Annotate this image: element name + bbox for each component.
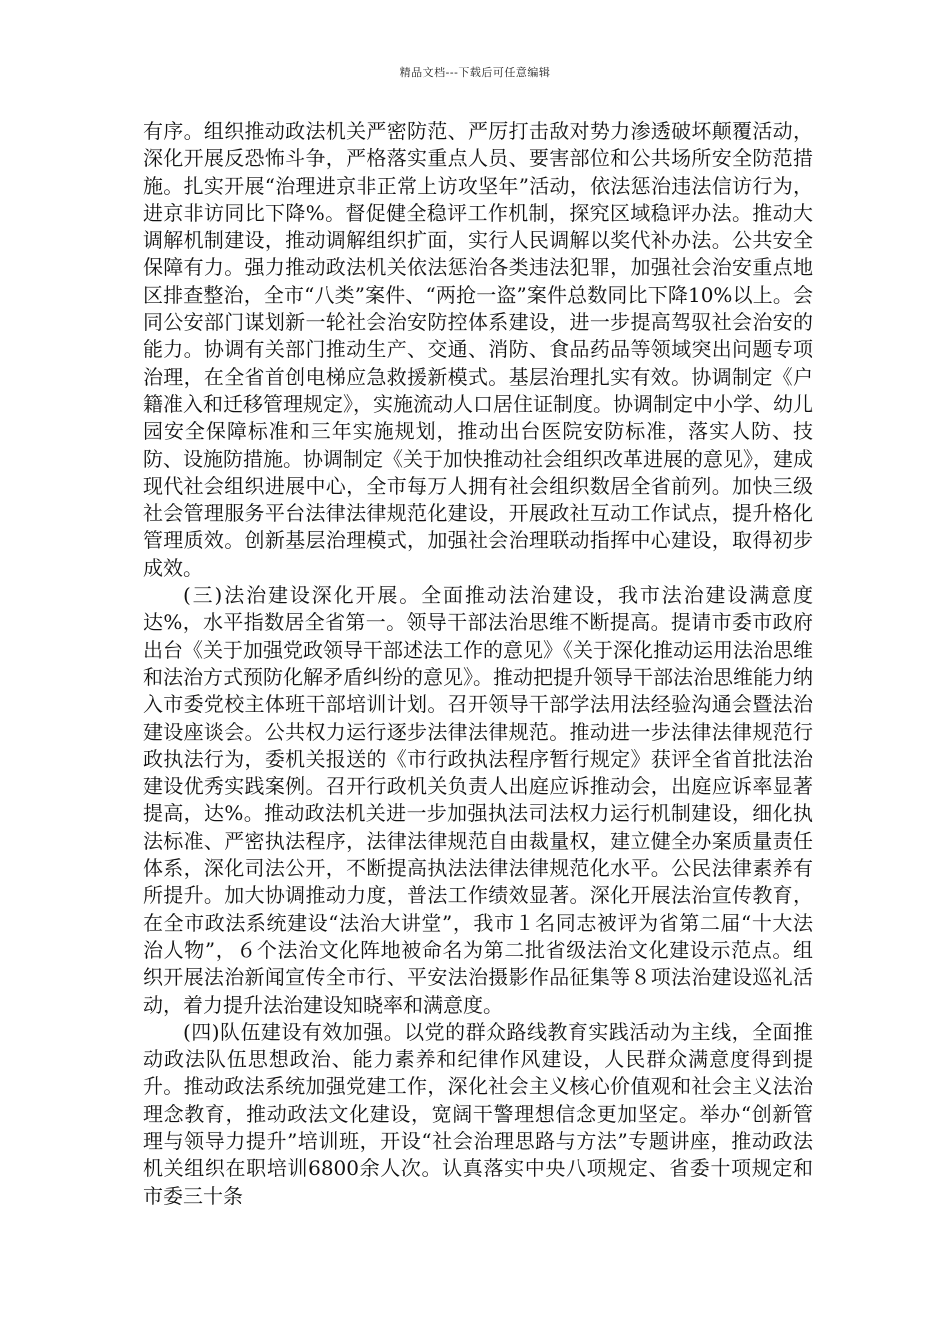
paragraph-team-building: (四)队伍建设有效加强。以党的群众路线教育实践活动为主线，全面推动政法队伍思想政治、能力素养和纪律作风建设，人民群众满意度得到提升。推动政法系统加强党建工作，深化社会主义核心价值观和社会主义法治理念教育，推动政法文化建设，宽阔干警理想信念更加坚定。举办“创新管理与领导力提升”培训班，开设“社会治理思路与方法”专题讲座，推动政法机关组织在职培训6800余人次。认真落实中央八项规定、省委十项规定和市委三十条 xyxy=(143,1019,813,1208)
document-body xyxy=(143,118,813,1210)
paragraph-rule-of-law: (三)法治建设深化开展。全面推动法治建设，我市法治建设满意度达%，水平指数居全省第一。领导干部法治思维不断提高。提请市委市政府出台《关于加强党政领导干部述法工作的意见》《关于深化推动运用法治思维和法治方式预防化解矛盾纠纷的意见》。推动把提升领导干部法治思维能力纳入市委党校主体班干部培训计划。召开领导干部学法用法经验沟通会暨法治建设座谈会。公共权力运行逐步法律法律规范。推动进一步法律法律规范行政执法行为，委机关报送的《市行政执法程序暂行规定》获评全省首批法治建设优秀实践案例。召开行政机关负责人出庭应诉推动会，出庭应诉率显著提高，达%。推动政法机关进一步加强执法司法权力运行机制建设，细化执法标准、严密执法程序，法律法律规范自由裁量权，建立健全办案质量责任体系，深化司法公开，不断提高执法法律法律规范化水平。公民法律素养有所提升。加大协调推动力度，普法工作绩效显著。深化开展法治宣传教育，在全市政法系统建设“法治大讲堂”，我市１名同志被评为省第二届“十大法治人物”，６个法治文化阵地被命名为第二批省级法治文化建设示范点。组织开展法治新闻宣传全市行、平安法治摄影作品征集等８项法治建设巡礼活动，着力提升法治建设知晓率和满意度。 xyxy=(143,583,813,1017)
paragraph-continuation: 有序。组织推动政法机关严密防范、严厉打击敌对势力渗透破坏颠覆活动，深化开展反恐怖斗争，严格落实重点人员、要害部位和公共场所安全防范措施。扎实开展“治理进京非正常上访攻坚年”活动，依法惩治违法信访行为，进京非访同比下降%。督促健全稳评工作机制，探究区域稳评办法。推动大调解机制建设，推动调解组织扩面，实行人民调解以奖代补办法。公共安全保障有力。强力推动政法机关依法惩治各类违法犯罪，加强社会治安重点地区排查整治，全市“八类”案件、“两抢一盗”案件总数同比下降10%以上。会同公安部门谋划新一轮社会治安防控体系建设，进一步提高驾驭社会治安的能力。协调有关部门推动生产、交通、消防、食品药品等领域突出问题专项治理，在全省首创电梯应急救援新模式。基层治理扎实有效。协调制定《户籍准入和迁移管理规定》，实施流动人口居住证制度。协调制定中小学、幼儿园安全保障标准和三年实施规划，推动出台医院安防标准，落实人防、技防、设施防措施。协调制定《关于加快推动社会组织改革进展的意见》，建成现代社会组织进展中心，全市每万人拥有社会组织数居全省前列。加快三级社会管理服务平台法律法律规范化建设，开展政社互动工作试点，提升格化管理质效。创新基层治理模式，加强社会治理联动指挥中心建设，取得初步成效。 xyxy=(143,119,813,580)
page-header: 精品文档---下载后可任意编辑 xyxy=(399,66,551,79)
